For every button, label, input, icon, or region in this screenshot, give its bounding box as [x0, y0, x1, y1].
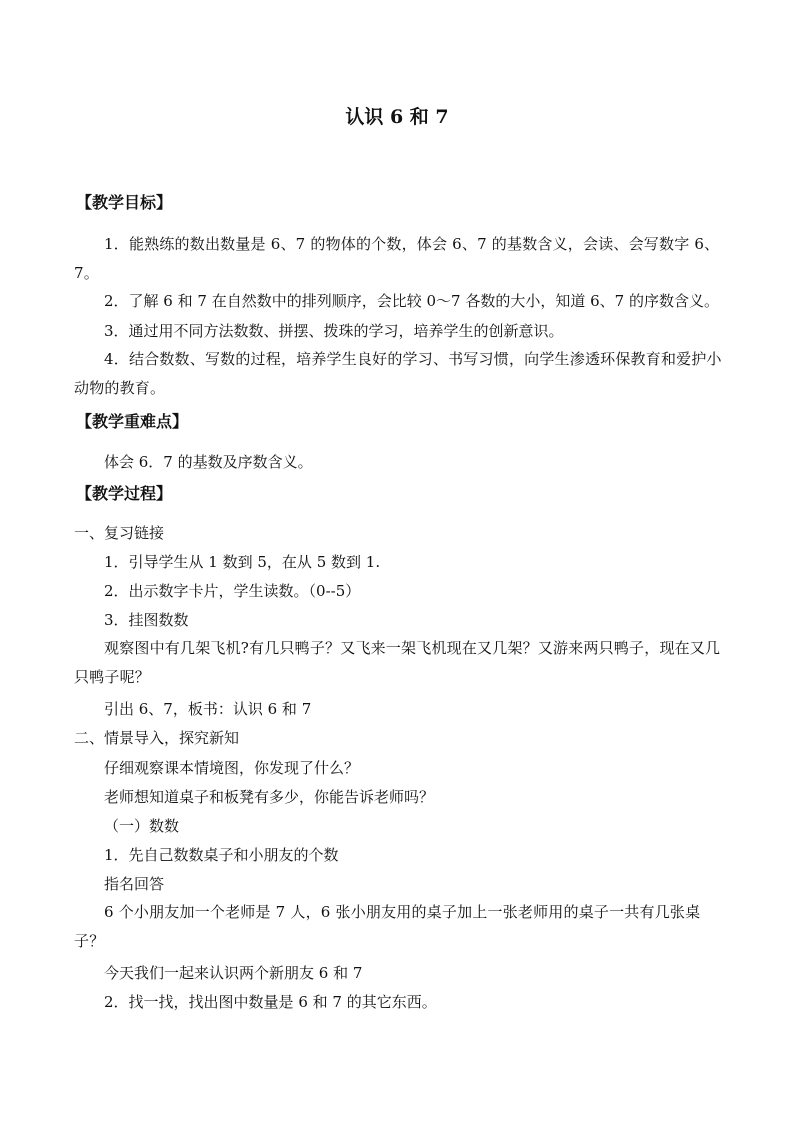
part2-after-1: 今天我们一起来认识两个新朋友 6 和 7 [104, 964, 363, 982]
part2-line-1: 仔细观察课本情境图，你发现了什么？ [104, 759, 360, 777]
part2-line-5: 指名回答 [104, 875, 165, 893]
part1-question: 观察图中有几架飞机?有几只鸭子？又飞来一架飞机现在又几架？又游来两只鸭子，现在又几只鸭子呢？ [74, 639, 721, 686]
goal-item-4: 4．结合数数、写数的过程，培养学生良好的学习、书写习惯，向学生渗透环保教育和爱护小动物的教育。 [74, 350, 722, 397]
part1-item-3: 3．挂图数数 [104, 611, 189, 629]
section-heading-goals: 【教学目标】 [76, 193, 173, 212]
part2-title: 二、情景导入，探究新知 [74, 729, 240, 747]
part1-title: 一、复习链接 [74, 524, 165, 542]
goal-item-2: 2．了解 6 和 7 在自然数中的排列顺序，会比较 0～7 各数的大小，知道 6、7 的序数含义。 [104, 292, 719, 310]
part1-item-2: 2．出示数字卡片，学生读数。（0--5） [104, 582, 361, 600]
part2-line-2: 老师想知道桌子和板凳有多少，你能告诉老师吗？ [104, 788, 435, 806]
goal-item-1: 1．能熟练的数出数量是 6、7 的物体的个数，体会 6、7 的基数含义，会读、会写数字 6、7。 [74, 235, 720, 282]
part2-line-4: 1．先自己数数桌子和小朋友的个数 [104, 846, 339, 864]
goal-item-3: 3．通过用不同方法数数、拼摆、拨珠的学习，培养学生的创新意识。 [104, 322, 564, 340]
part2-after-2: 2．找一找，找出图中数量是 6 和 7 的其它东西。 [104, 993, 437, 1011]
section-heading-process: 【教学过程】 [76, 484, 173, 503]
part2-line-3: （一）数数 [104, 817, 180, 835]
part1-board: 引出 6、7，板书：认识 6 和 7 [104, 700, 312, 718]
section-heading-key-points: 【教学重难点】 [76, 412, 189, 431]
part1-item-1: 1．引导学生从 1 数到 5，在从 5 数到 1. [104, 553, 381, 571]
key-points-text: 体会 6．7 的基数及序数含义。 [104, 453, 313, 471]
page-title: 认识 6 和 7 [345, 106, 449, 128]
part2-paragraph: 6 个小朋友加一个老师是 7 人，6 张小朋友用的桌子加上一张老师用的桌子一共有几张桌子？ [74, 903, 701, 950]
